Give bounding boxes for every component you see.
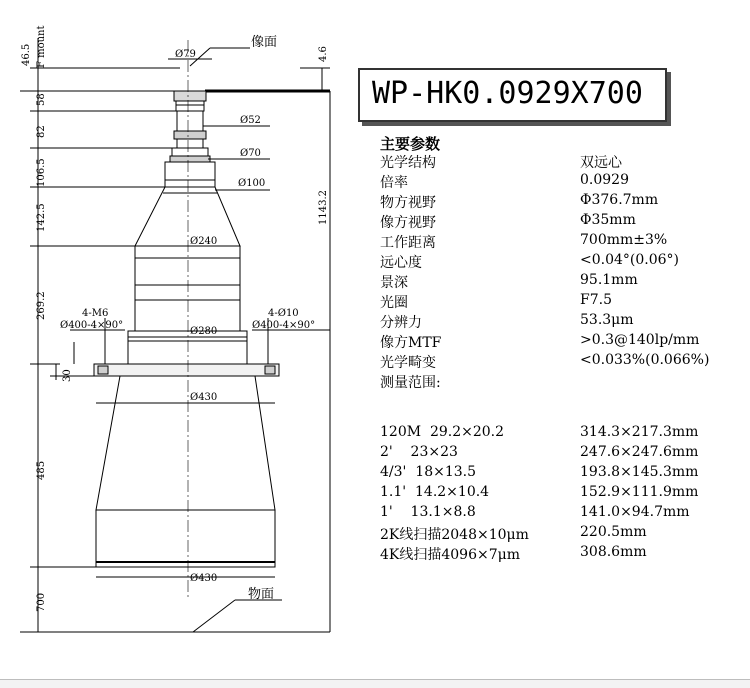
param-label: 光学结构 xyxy=(380,155,436,171)
measure-size: 220.5mm xyxy=(580,524,647,540)
dim-h269: 269.2 xyxy=(36,291,47,320)
barrel-d52 xyxy=(177,111,203,131)
flange xyxy=(94,364,279,376)
measure-format: 2' 23×23 xyxy=(380,444,458,460)
measure-format: 1.1' 14.2×10.4 xyxy=(380,484,490,500)
param-label: 景深 xyxy=(380,275,408,291)
hole-left-1: 4-M6 xyxy=(82,308,109,319)
model-title-box xyxy=(358,68,667,122)
image-plane-label: 像面 xyxy=(251,35,278,50)
measure-size: 247.6×247.6mm xyxy=(580,444,699,460)
param-label: 物方视野 xyxy=(380,195,436,211)
measure-format: 1' 13.1×8.8 xyxy=(380,504,476,520)
param-value: 95.1mm xyxy=(580,272,638,288)
measure-format: 4K线扫描4096×7μm xyxy=(380,547,521,563)
param-value: Φ35mm xyxy=(580,212,636,228)
dim-d79: Ø79 xyxy=(175,49,196,60)
param-value: 0.0929 xyxy=(580,172,629,188)
mount-top xyxy=(174,91,206,101)
dim-h30: 30 xyxy=(62,369,73,382)
param-label: 光圈 xyxy=(380,295,408,311)
param-label: 分辨力 xyxy=(380,315,422,331)
param-label: 测量范围: xyxy=(380,375,441,391)
barrel-d52b xyxy=(177,139,203,148)
param-label: 光学畸变 xyxy=(380,355,436,371)
measure-size: 308.6mm xyxy=(580,544,647,560)
dim-mount-label: F mount xyxy=(36,25,47,68)
param-value: Φ376.7mm xyxy=(580,192,659,208)
param-value: >0.3@140lp/mm xyxy=(580,332,700,348)
dim-mount: 46.5 xyxy=(21,43,32,66)
dim-d240: Ø240 xyxy=(190,236,218,247)
hole-right-1: 4-Ø10 xyxy=(268,308,299,319)
dim-d52: Ø52 xyxy=(240,115,261,126)
measure-format: 2K线扫描2048×10μm xyxy=(380,527,529,543)
param-value: F7.5 xyxy=(580,292,612,308)
barrel-d280 xyxy=(128,331,247,364)
dim-h1143: 1143.2 xyxy=(318,190,329,225)
param-value: 双远心 xyxy=(580,155,622,171)
dim-d430-bottom: Ø430 xyxy=(190,573,218,584)
measure-format: 120M 29.2×20.2 xyxy=(380,424,505,440)
dim-d280: Ø280 xyxy=(190,326,218,337)
dim-d70: Ø70 xyxy=(240,148,261,159)
dim-h142: 142.5 xyxy=(36,203,47,232)
dim-h485: 485 xyxy=(36,460,47,480)
hole-right-2: Ø400-4×90° xyxy=(252,320,316,331)
param-value: <0.033%(0.066%) xyxy=(580,352,710,368)
mount-thread xyxy=(176,101,204,111)
model-title: WP-HK0.0929X700 xyxy=(372,76,643,111)
param-value: 53.3μm xyxy=(580,312,634,328)
dim-d100: Ø100 xyxy=(238,178,266,189)
barrel-d240 xyxy=(135,246,240,331)
ring-2 xyxy=(170,156,210,162)
measure-size: 152.9×111.9mm xyxy=(580,484,699,500)
measure-size: 314.3×217.3mm xyxy=(580,424,699,440)
ring-1 xyxy=(174,131,206,139)
param-label: 工作距离 xyxy=(380,235,436,251)
params-heading: 主要参数 xyxy=(380,135,441,153)
dim-h58: 58 xyxy=(36,93,47,106)
measure-format: 4/3' 18×13.5 xyxy=(380,464,476,480)
dim-d430-flange: Ø430 xyxy=(190,392,218,403)
measure-size: 141.0×94.7mm xyxy=(580,504,690,520)
cone-upper xyxy=(135,187,240,246)
param-value: 700mm±3% xyxy=(580,232,668,248)
barrel-d100 xyxy=(165,162,215,187)
measure-size: 193.8×145.3mm xyxy=(580,464,699,480)
param-label: 远心度 xyxy=(380,255,422,271)
hole-left-2: Ø400-4×90° xyxy=(60,320,124,331)
param-label: 像方MTF xyxy=(380,335,442,351)
barrel-bottom xyxy=(96,510,275,567)
object-plane-label: 物面 xyxy=(248,587,275,602)
dim-top-right: 4.6 xyxy=(318,46,329,62)
param-value: <0.04°(0.06°) xyxy=(580,252,679,268)
dim-h82: 82 xyxy=(36,125,47,138)
dim-h106: 106.5 xyxy=(36,158,47,187)
param-label: 像方视野 xyxy=(380,215,436,231)
param-label: 倍率 xyxy=(380,175,408,191)
cone-lower xyxy=(96,376,275,510)
dim-h700: 700 xyxy=(36,592,47,612)
